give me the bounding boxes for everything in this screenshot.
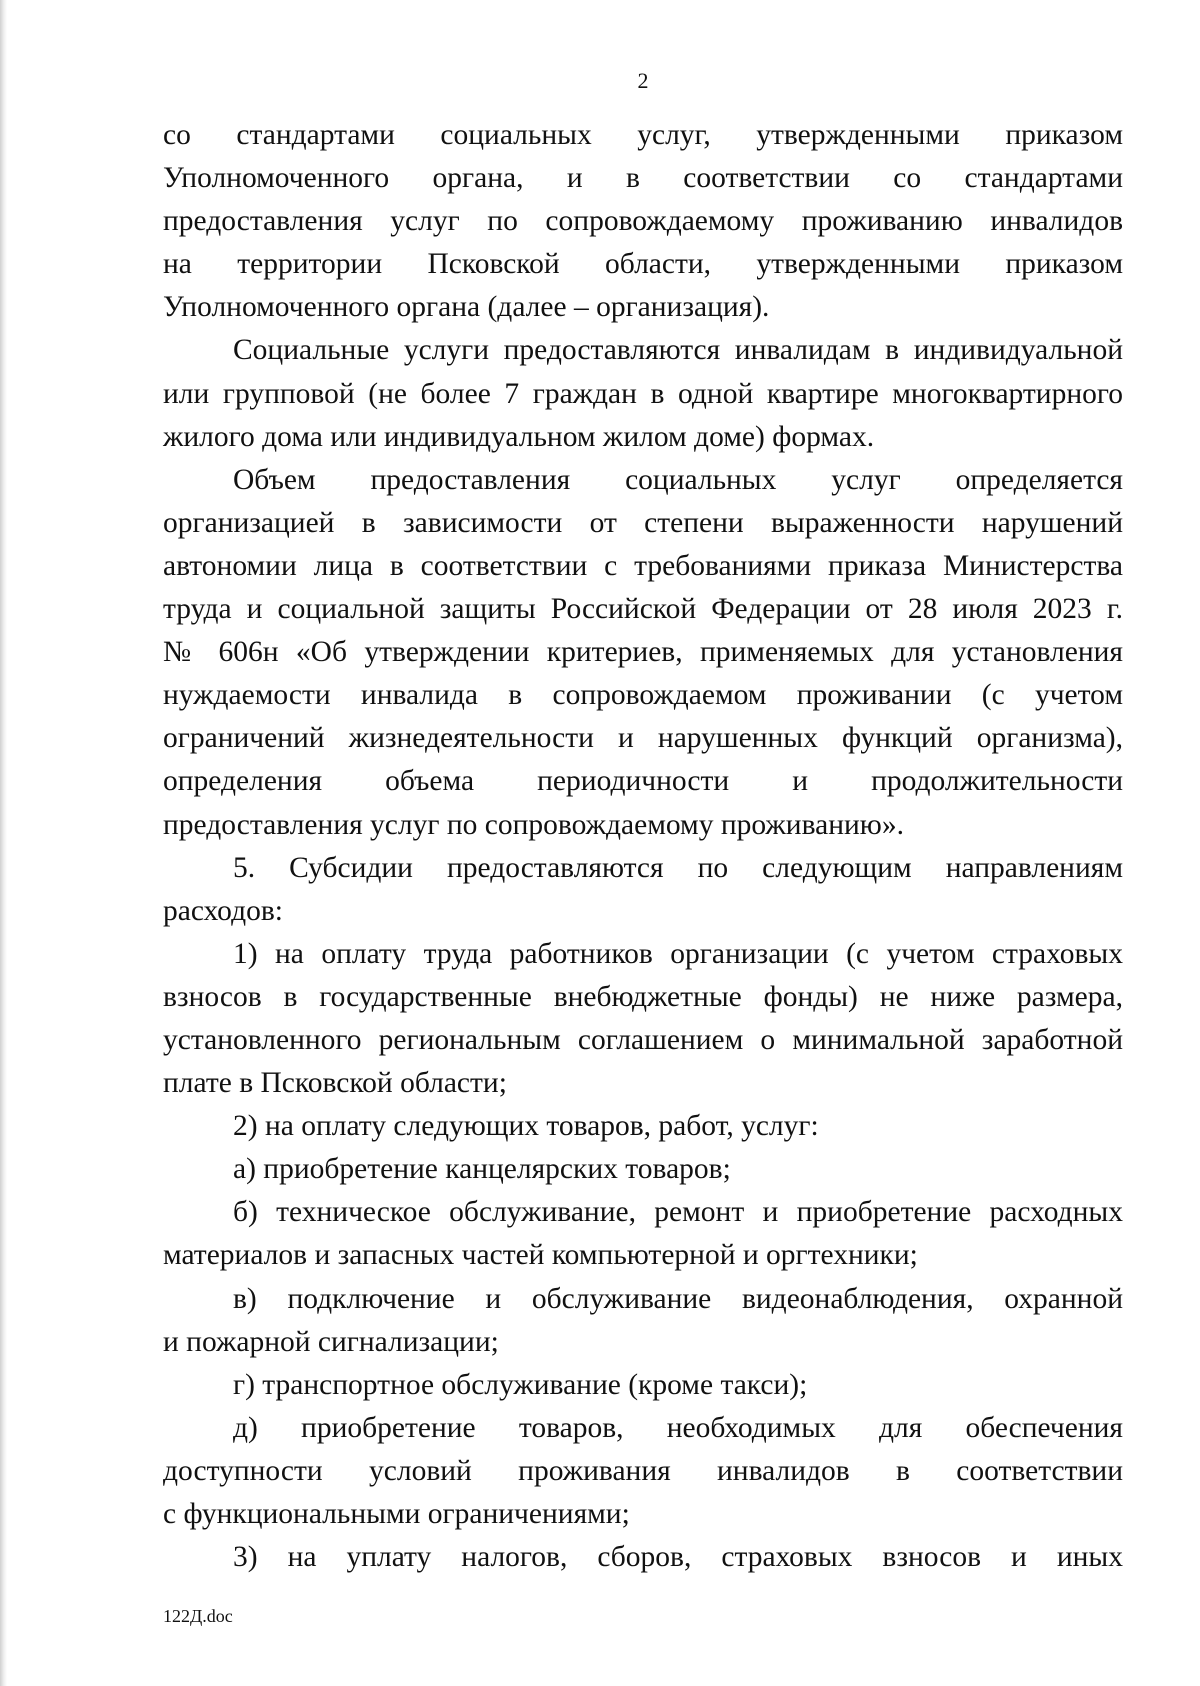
text-line-last: 2) на оплату следующих товаров, работ, услуг: [233, 1110, 819, 1143]
page-number: 2 [637, 68, 649, 93]
text-line-last: плате в Псковской области; [163, 1067, 507, 1100]
text-line: № 606н «Об утверждении критериев, применяемых для установления [163, 636, 1123, 669]
text-line: 1) на оплату труда работников организации (с учетом страховых [233, 937, 1123, 970]
text-line: нуждаемости инвалида в сопровождаемом проживании (с учетом [163, 679, 1123, 712]
text-line-last: жилого дома или индивидуальном жилом доме) формах. [163, 420, 875, 453]
footer-file-code: 122Д.doc [163, 1606, 233, 1626]
text-line: Объем предоставления социальных услуг определяется [233, 463, 1123, 496]
paragraph [163, 1105, 1123, 1148]
paragraph [163, 933, 1123, 1105]
text-line-last: с функциональными ограничениями; [163, 1498, 630, 1530]
scan-edge [0, 0, 7, 1686]
text-line: автономии лица в соответствии с требованиями приказа Министерства [163, 549, 1123, 582]
text-line: доступности условий проживания инвалидов в соответствии [163, 1454, 1123, 1487]
document-body [163, 114, 1123, 1579]
text-line: 3) на уплату налогов, сборов, страховых взносов и иных [233, 1541, 1123, 1574]
paragraph [163, 1364, 1123, 1407]
paragraph [163, 1191, 1123, 1277]
text-line-last: Уполномоченного органа (далее – организация). [163, 291, 770, 324]
paragraph [163, 1536, 1123, 1579]
text-line: д) приобретение товаров, необходимых для обеспечения [233, 1411, 1123, 1444]
paragraph [163, 1148, 1123, 1191]
text-line: в) подключение и обслуживание видеонаблюдения, охранной [233, 1282, 1123, 1315]
text-line: труда и социальной защиты Российской Федерации от 28 июля 2023 г. [163, 593, 1123, 626]
paragraph [163, 459, 1123, 847]
text-line-last: материалов и запасных частей компьютерной и оргтехники; [163, 1239, 918, 1272]
text-line: определения объема периодичности и продолжительности [163, 765, 1123, 798]
text-line: или групповой (не более 7 граждан в одной квартире многоквартирного [163, 377, 1123, 410]
text-line: 5. Субсидии предоставляются по следующим направлениям [233, 851, 1123, 884]
text-line-last: расходов: [163, 894, 283, 927]
paragraph [163, 1407, 1123, 1536]
paragraph [163, 847, 1123, 933]
text-line: на территории Псковской области, утвержденными приказом [163, 248, 1123, 281]
text-line: предоставления услуг по сопровождаемому проживанию инвалидов [163, 205, 1123, 238]
paragraph [163, 329, 1123, 458]
paragraph [163, 1278, 1123, 1364]
text-line-last: предоставления услуг по сопровождаемому проживанию». [163, 808, 904, 841]
text-line: ограничений жизнедеятельности и нарушенных функций организма), [163, 722, 1123, 755]
text-line: б) техническое обслуживание, ремонт и приобретение расходных [233, 1196, 1123, 1229]
text-line: взносов в государственные внебюджетные фонды) не ниже размера, [163, 980, 1123, 1013]
text-line: организацией в зависимости от степени выраженности нарушений [163, 506, 1123, 539]
text-line-last: и пожарной сигнализации; [163, 1325, 499, 1358]
text-line: Социальные услуги предоставляются инвалидам в индивидуальной [233, 334, 1123, 367]
text-line-last: г) транспортное обслуживание (кроме такси); [233, 1368, 808, 1401]
paragraph [163, 114, 1123, 329]
text-line: Уполномоченного органа, и в соответствии со стандартами [163, 162, 1123, 195]
text-line-last: а) приобретение канцелярских товаров; [233, 1153, 731, 1186]
text-line: со стандартами социальных услуг, утвержденными приказом [163, 119, 1123, 151]
text-line: установленного региональным соглашением о минимальной заработной [163, 1023, 1123, 1056]
